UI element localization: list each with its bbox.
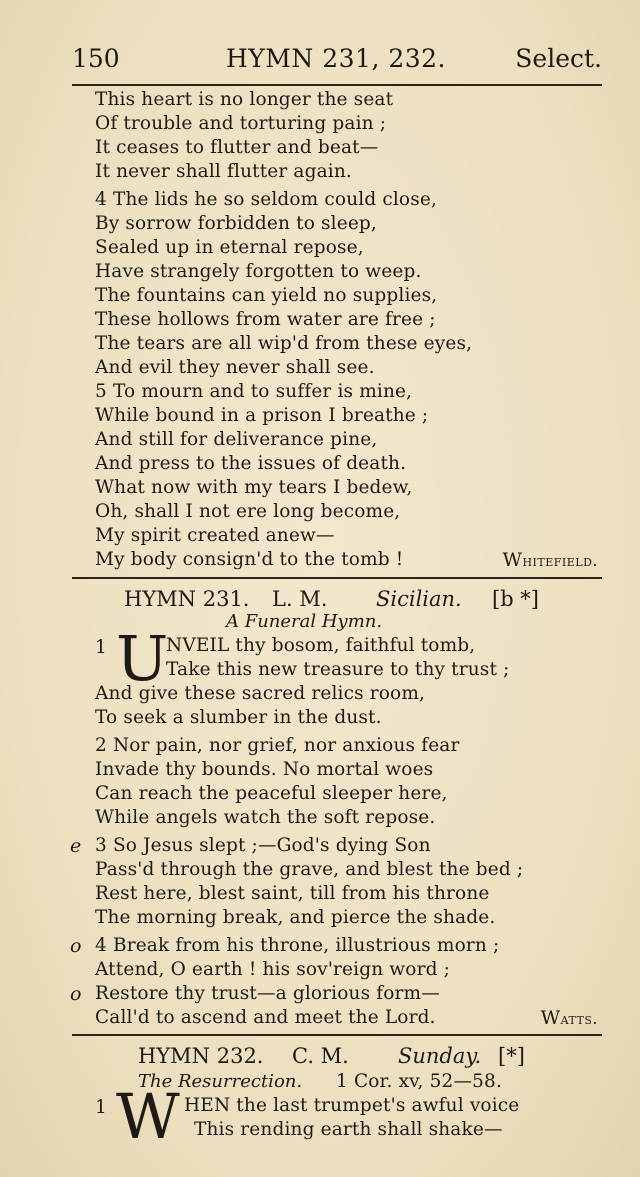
hymn-number: HYMN 232. xyxy=(138,1044,264,1068)
verse-line: What now with my tears I bedew, xyxy=(95,477,413,498)
section-rule xyxy=(72,1034,602,1036)
verse-line: Call'd to ascend and meet the Lord. xyxy=(95,1007,436,1028)
verse-line: Oh, shall I not ere long become, xyxy=(95,501,401,522)
hymn-subtitle: A Funeral Hymn. xyxy=(226,611,383,632)
verse-line: My body consign'd to the tomb ! xyxy=(95,549,404,570)
verse-line: Rest here, blest saint, till from his throne xyxy=(95,883,490,904)
dynamic-mark: o xyxy=(70,983,82,1005)
verse-line: This rending earth shall shake— xyxy=(194,1119,503,1140)
author-attribution: Whitefield. xyxy=(502,549,598,571)
verse-line: To seek a slumber in the dust. xyxy=(95,707,382,728)
verse-line: Restore thy trust—a glorious form— xyxy=(95,983,440,1004)
verse-line: 5 To mourn and to suffer is mine, xyxy=(95,381,413,402)
verse-line: Can reach the peaceful sleeper here, xyxy=(95,783,448,804)
verse-line: Attend, O earth ! his sov'reign word ; xyxy=(95,959,450,980)
verse-line: 4 The lids he so seldom could close, xyxy=(95,189,437,210)
verse-number: 1 xyxy=(95,1097,107,1118)
verse-line: By sorrow forbidden to sleep, xyxy=(95,213,377,234)
dynamic-mark: o xyxy=(70,935,82,957)
hymn-meter: L. M. xyxy=(272,587,328,611)
verse-line: The fountains can yield no supplies, xyxy=(95,285,438,306)
hymn-mark: [*] xyxy=(498,1044,525,1068)
verse-line: And give these sacred relics room, xyxy=(95,683,426,704)
header-rule xyxy=(72,84,602,86)
hymn-subtitle: The Resurrection. xyxy=(138,1071,303,1092)
verse-line: Sealed up in eternal repose, xyxy=(95,237,364,258)
verse-line: These hollows from water are free ; xyxy=(95,309,436,330)
running-title: HYMN 231, 232. xyxy=(226,44,447,73)
scripture-reference: 1 Cor. xv, 52—58. xyxy=(336,1071,502,1092)
verse-line: And press to the issues of death. xyxy=(95,453,407,474)
verse-number: 1 xyxy=(95,637,107,658)
hymn-tune: Sicilian. xyxy=(376,587,462,611)
drop-cap: U xyxy=(116,622,169,695)
verse-line: And still for deliverance pine, xyxy=(95,429,378,450)
page-number: 150 xyxy=(72,44,120,73)
section-label: Select. xyxy=(515,44,602,73)
verse-line: It ceases to flutter and beat— xyxy=(95,137,379,158)
verse-line: While angels watch the soft repose. xyxy=(95,807,436,828)
drop-cap: W xyxy=(116,1080,180,1153)
verse-line: My spirit created anew— xyxy=(95,525,335,546)
verse-line: Take this new treasure to thy trust ; xyxy=(166,659,510,680)
verse-line: The morning break, and pierce the shade. xyxy=(95,907,496,928)
verse-line: 2 Nor pain, nor grief, nor anxious fear xyxy=(95,735,460,756)
verse-line: 4 Break from his throne, illustrious morn ; xyxy=(95,935,500,956)
hymn-meter: C. M. xyxy=(292,1044,349,1068)
verse-line: And evil they never shall see. xyxy=(95,357,375,378)
section-rule xyxy=(72,577,602,579)
hymn-number: HYMN 231. xyxy=(124,587,250,611)
page-header xyxy=(72,42,602,82)
verse-line: Of trouble and torturing pain ; xyxy=(95,113,387,134)
verse-line: The tears are all wip'd from these eyes, xyxy=(95,333,473,354)
verse-line: This heart is no longer the seat xyxy=(95,89,394,110)
verse-line: It never shall flutter again. xyxy=(95,161,352,182)
verse-line: NVEIL thy bosom, faithful tomb, xyxy=(166,635,476,656)
verse-line: Pass'd through the grave, and blest the bed ; xyxy=(95,859,524,880)
hymn-tune: Sunday. xyxy=(398,1044,482,1068)
verse-line: Invade thy bounds. No mortal woes xyxy=(95,759,434,780)
verse-line: While bound in a prison I breathe ; xyxy=(95,405,429,426)
author-attribution: Watts. xyxy=(540,1007,598,1029)
hymn-mark: [b *] xyxy=(492,587,540,611)
dynamic-mark: e xyxy=(70,835,82,857)
verse-line: 3 So Jesus slept ;—God's dying Son xyxy=(95,835,431,856)
verse-line: Have strangely forgotten to weep. xyxy=(95,261,422,282)
verse-line: HEN the last trumpet's awful voice xyxy=(184,1095,520,1116)
